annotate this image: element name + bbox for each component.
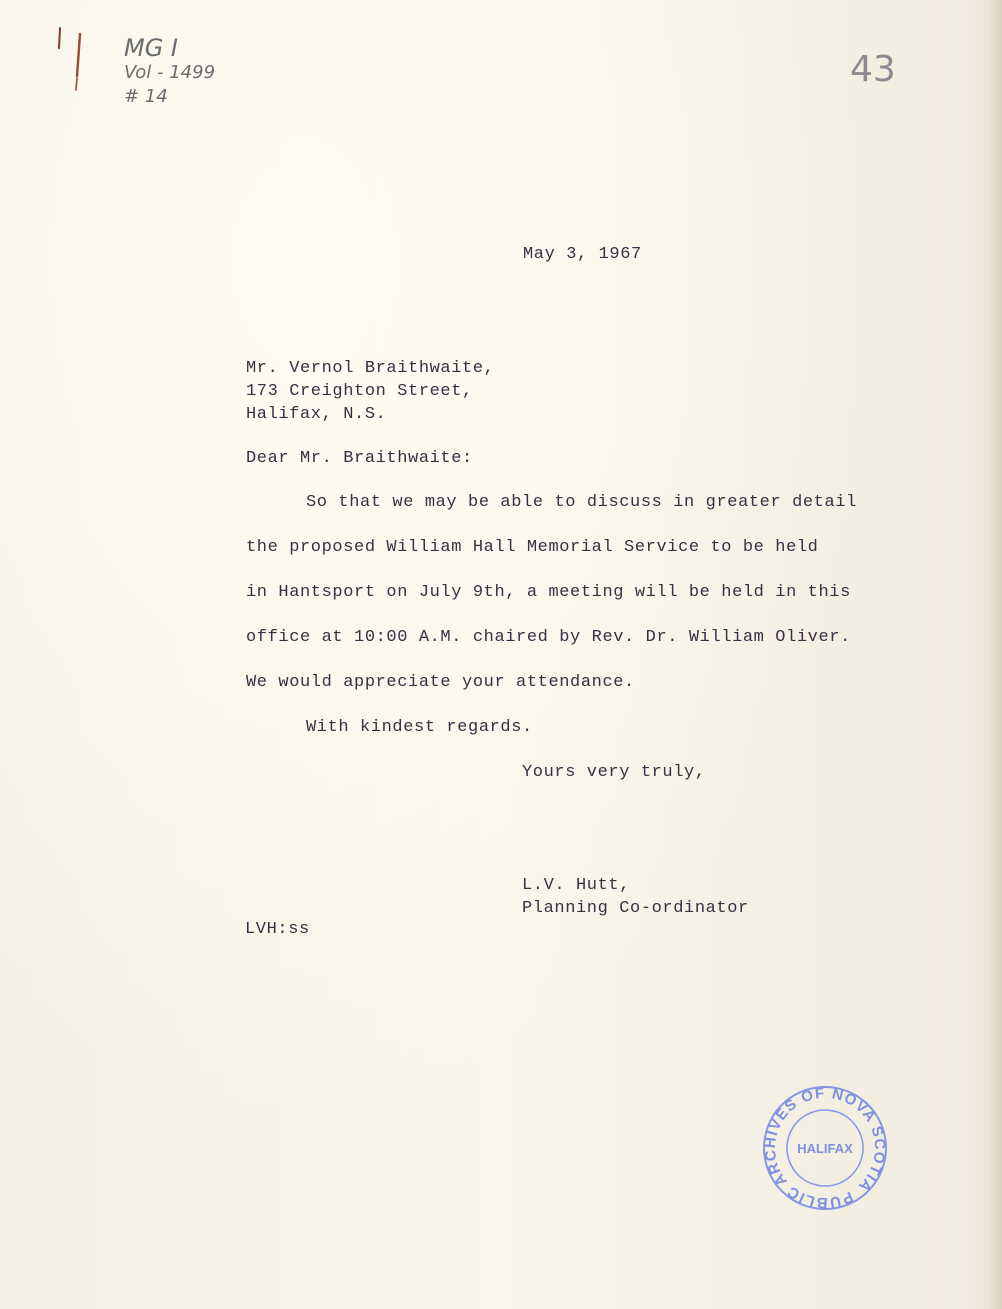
body-line-2: the proposed William Hall Memorial Service to be held [246, 538, 819, 557]
body-line-4: office at 10:00 A.M. chaired by Rev. Dr. William Oliver. [246, 628, 851, 647]
red-pencil-marks [56, 26, 86, 96]
body-line-3: in Hantsport on July 9th, a meeting will be held in this [246, 583, 851, 602]
salutation: Dear Mr. Braithwaite: [246, 449, 473, 468]
archive-ref-volume: Vol - 1499 [124, 62, 216, 83]
archive-ref-item: # 14 [124, 86, 168, 107]
stamp-outer-text: PUBLIC ARCHIVES OF NOVA SCOTIA [761, 1084, 889, 1212]
body-line-1: So that we may be able to discuss in greater detail [306, 493, 857, 512]
letter-date: May 3, 1967 [523, 245, 642, 264]
recipient-city: Halifax, N.S. [246, 405, 387, 424]
archive-ref-mg: MG I [124, 34, 179, 62]
paper-edge-shadow [988, 0, 1002, 1309]
page-number: 43 [850, 49, 896, 90]
signer-title: Planning Co-ordinator [522, 899, 749, 918]
recipient-name: Mr. Vernol Braithwaite, [246, 359, 495, 378]
regards-line: With kindest regards. [306, 718, 533, 737]
body-line-5: We would appreciate your attendance. [246, 673, 635, 692]
signer-name: L.V. Hutt, [522, 876, 631, 895]
closing-line: Yours very truly, [522, 763, 706, 782]
archive-stamp [760, 1083, 890, 1213]
typist-initials: LVH:ss [245, 920, 310, 939]
stamp-center-text: HALIFAX [797, 1141, 853, 1156]
recipient-street: 173 Creighton Street, [246, 382, 473, 401]
